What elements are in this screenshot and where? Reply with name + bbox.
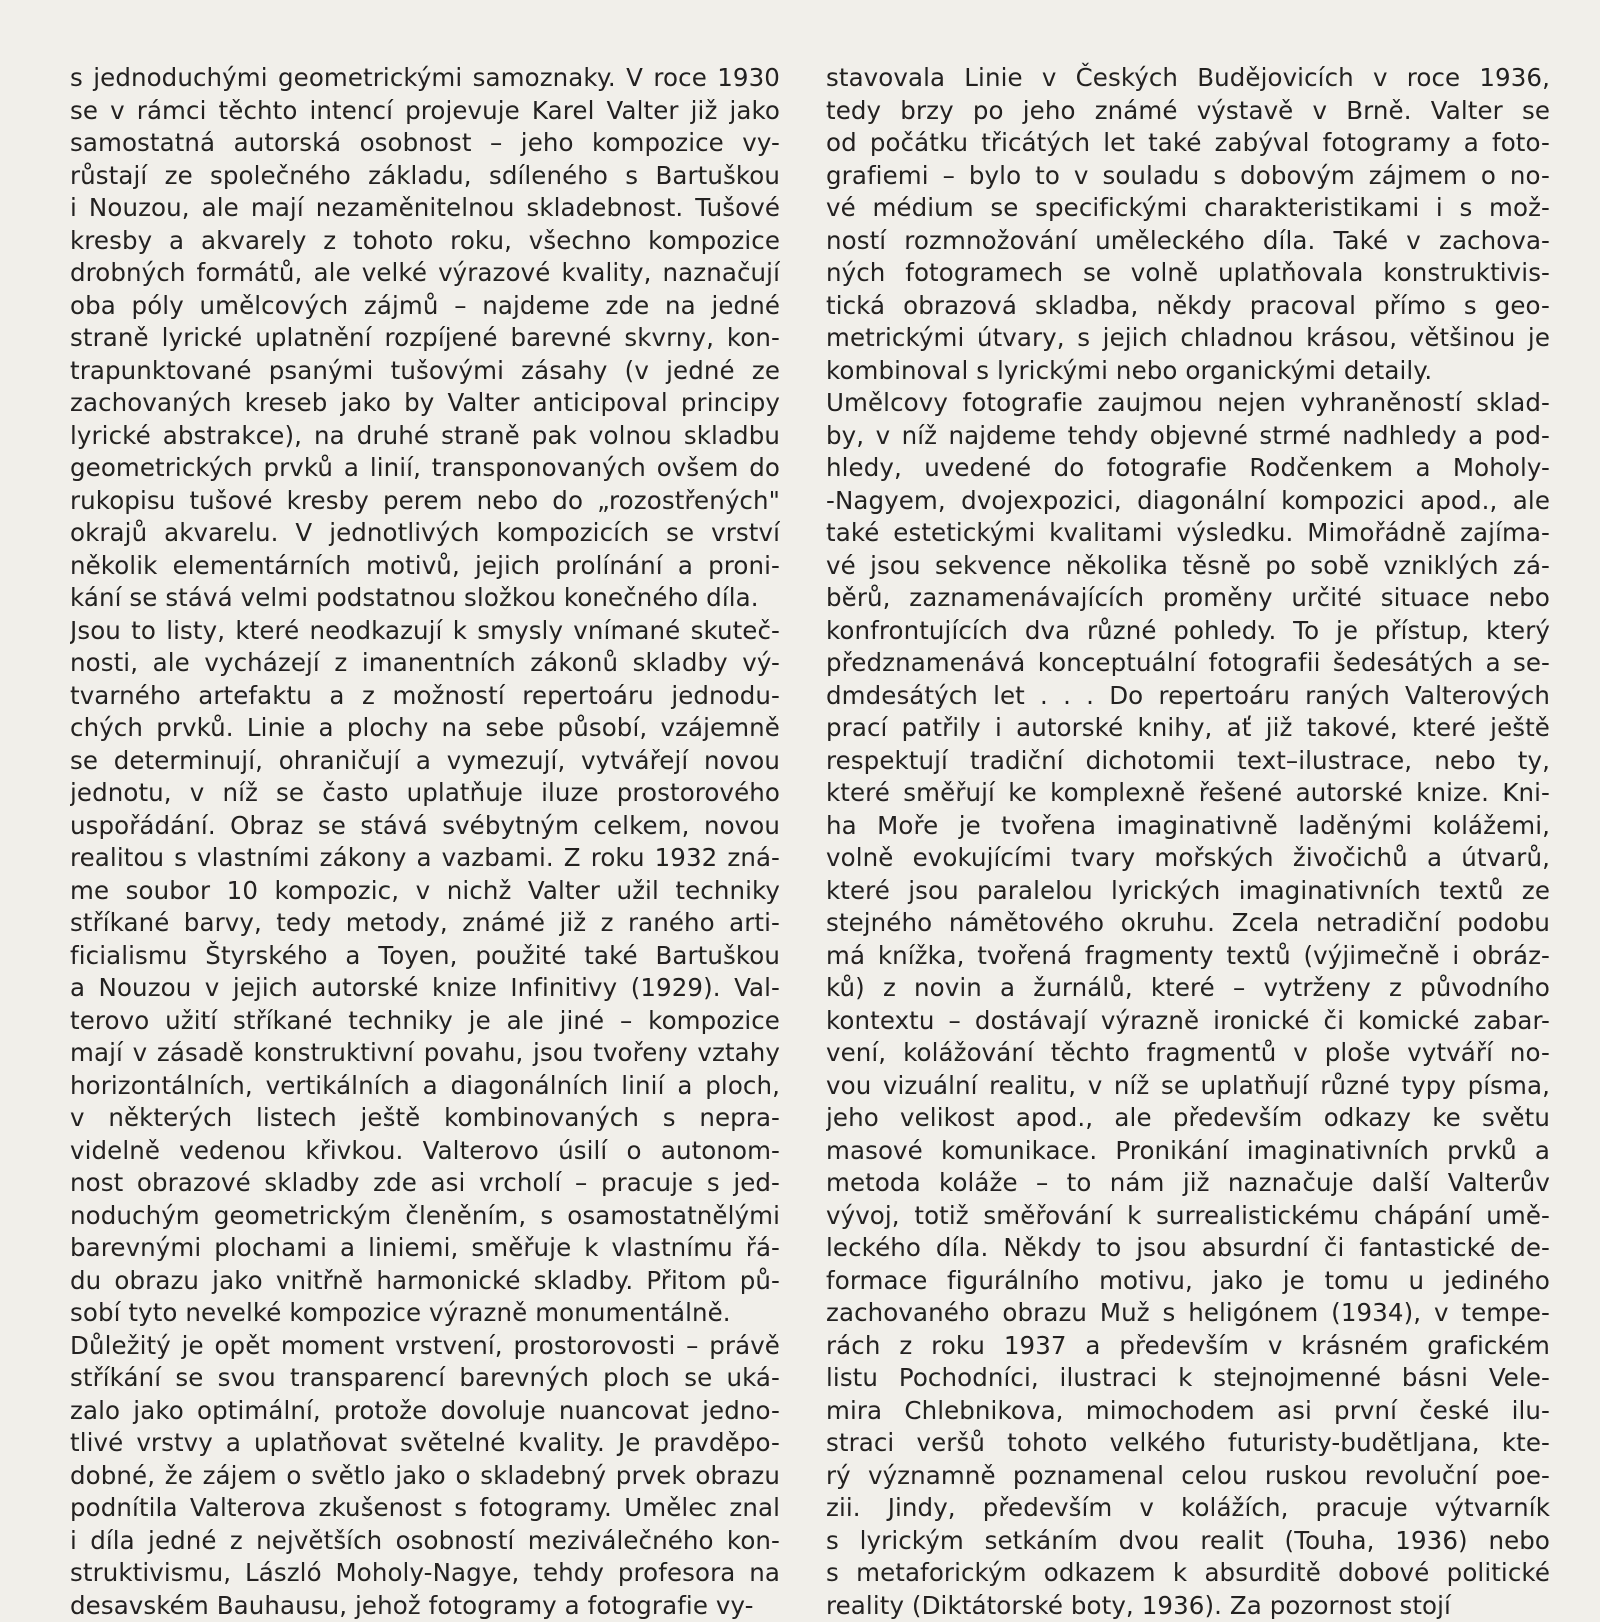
text-line: kombinoval s lyrickými nebo organickými detaily.: [826, 355, 1550, 388]
text-line: horizontálních, vertikálních a diagonálních linií a ploch,: [70, 1070, 780, 1103]
text-line: desavském Bauhausu, jehož fotogramy a fotografie vy-: [70, 1590, 780, 1622]
text-line: se determinují, ohraničují a vymezují, vytvářejí novou: [70, 745, 780, 778]
text-line: ností rozmnožování uměleckého díla. Také v zachova-: [826, 225, 1550, 258]
text-line: barevnými plochami a liniemi, směřuje k vlastnímu řá-: [70, 1232, 780, 1265]
text-line: geometrických prvků a linií, transponovaných ovšem do: [70, 452, 780, 485]
text-line: mira Chlebnikova, mimochodem asi první české ilu-: [826, 1395, 1550, 1428]
text-line: má knížka, tvořená fragmenty textů (výjimečně i obráz-: [826, 940, 1550, 973]
text-line: vé jsou sekvence několika těsně po sobě vzniklých zá-: [826, 550, 1550, 583]
text-line: volně evokujícími tvary mořských živočichů a útvarů,: [826, 842, 1550, 875]
text-line: vou vizuální realitu, v níž se uplatňují různé typy písma,: [826, 1070, 1550, 1103]
text-line: rý významně poznamenal celou ruskou revoluční poe-: [826, 1460, 1550, 1493]
right-text-column: [826, 62, 1550, 1622]
text-line: masové komunikace. Pronikání imaginativních prvků a: [826, 1135, 1550, 1168]
text-line: tická obrazová skladba, někdy pracoval přímo s geo-: [826, 290, 1550, 323]
text-line: metoda koláže – to nám již naznačuje další Valterův: [826, 1167, 1550, 1200]
text-line: s metaforickým odkazem k absurditě dobové politické: [826, 1557, 1550, 1590]
text-line: terovo užití stříkané techniky je ale jiné – kompozice: [70, 1005, 780, 1038]
text-line: které jsou paralelou lyrických imaginativních textů ze: [826, 875, 1550, 908]
text-line: dobné, že zájem o světlo jako o skladebný prvek obrazu: [70, 1460, 780, 1493]
text-line: oba póly umělcových zájmů – najdeme zde na jedné: [70, 290, 780, 323]
text-line: ků) z novin a žurnálů, které – vytrženy z původního: [826, 972, 1550, 1005]
text-line: zalo jako optimální, protože dovoluje nuancovat jedno-: [70, 1395, 780, 1428]
text-line: realitou s vlastními zákony a vazbami. Z roku 1932 zná-: [70, 842, 780, 875]
left-text-column: [70, 62, 780, 1622]
text-line: stříkání se svou transparencí barevných ploch se uká-: [70, 1362, 780, 1395]
text-line: tlivé vrstvy a uplatňovat světelné kvality. Je pravděpo-: [70, 1427, 780, 1460]
text-line: vývoj, totiž směřování k surrealistickému chápání umě-: [826, 1200, 1550, 1233]
text-line: kání se stává velmi podstatnou složkou konečného díla.: [70, 582, 780, 615]
text-line: zii. Jindy, především v kolážích, pracuje výtvarník: [826, 1492, 1550, 1525]
text-line: stejného námětového okruhu. Zcela netradiční podobu: [826, 907, 1550, 940]
text-line: nost obrazové skladby zde asi vrcholí – pracuje s jed-: [70, 1167, 780, 1200]
text-line: dmdesátých let . . . Do repertoáru raných Valterových: [826, 680, 1550, 713]
text-line: me soubor 10 kompozic, v nichž Valter užil techniky: [70, 875, 780, 908]
text-line: samostatná autorská osobnost – jeho kompozice vy-: [70, 127, 780, 160]
text-line: tvarného artefaktu a z možností repertoáru jednodu-: [70, 680, 780, 713]
text-line: sobí tyto nevelké kompozice výrazně monumentálně.: [70, 1297, 780, 1330]
text-line: podnítila Valterova zkušenost s fotogramy. Umělec znal: [70, 1492, 780, 1525]
text-line: od počátku třicátých let také zabýval fotogramy a foto-: [826, 127, 1550, 160]
text-line: kresby a akvarely z tohoto roku, všechno kompozice: [70, 225, 780, 258]
text-line: struktivismu, László Moholy-Nagye, tehdy profesora na: [70, 1557, 780, 1590]
text-line: noduchým geometrickým členěním, s osamostatnělými: [70, 1200, 780, 1233]
text-line: konfrontujících dva různé pohledy. To je přístup, který: [826, 615, 1550, 648]
text-line: jednotu, v níž se často uplatňuje iluze prostorového: [70, 777, 780, 810]
text-line: vé médium se specifickými charakteristikami i s mož-: [826, 192, 1550, 225]
text-line: s lyrickým setkáním dvou realit (Touha, 1936) nebo: [826, 1525, 1550, 1558]
text-line: lyrické abstrakce), na druhé straně pak volnou skladbu: [70, 420, 780, 453]
text-line: rukopisu tušové kresby perem nebo do „rozostřených": [70, 485, 780, 518]
text-line: růstají ze společného základu, sdíleného s Bartuškou: [70, 160, 780, 193]
text-line: ných fotogramech se volně uplatňovala konstruktivis-: [826, 257, 1550, 290]
text-line: ha Moře je tvořena imaginativně laděnými kolážemi,: [826, 810, 1550, 843]
text-line: několik elementárních motivů, jejich prolínání a proni-: [70, 550, 780, 583]
text-line: straně lyrické uplatnění rozpíjené barevné skvrny, kon-: [70, 322, 780, 355]
text-line: tedy brzy po jeho známé výstavě v Brně. Valter se: [826, 95, 1550, 128]
text-line: se v rámci těchto intencí projevuje Karel Valter již jako: [70, 95, 780, 128]
text-line: straci veršů tohoto velkého futuristy-budětljana, kte-: [826, 1427, 1550, 1460]
text-line: zachovaného obrazu Muž s heligónem (1934), v tempe-: [826, 1297, 1550, 1330]
text-line: také estetickými kvalitami výsledku. Mimořádně zajíma-: [826, 517, 1550, 550]
text-line: metrickými útvary, s jejich chladnou krásou, většinou je: [826, 322, 1550, 355]
text-line: i Nouzou, ale mají nezaměnitelnou skladebnost. Tušové: [70, 192, 780, 225]
text-line: vení, kolážování těchto fragmentů v ploše vytváří no-: [826, 1037, 1550, 1070]
text-line: zachovaných kreseb jako by Valter anticipoval principy: [70, 387, 780, 420]
text-line: prací patřily i autorské knihy, ať již takové, které ještě: [826, 712, 1550, 745]
text-line: v některých listech ještě kombinovaných s nepra-: [70, 1102, 780, 1135]
text-line: leckého díla. Někdy to jsou absurdní či fantastické de-: [826, 1232, 1550, 1265]
text-line: stříkané barvy, tedy metody, známé již z raného arti-: [70, 907, 780, 940]
text-line: i díla jedné z největších osobností meziválečného kon-: [70, 1525, 780, 1558]
text-line: uspořádání. Obraz se stává svébytným celkem, novou: [70, 810, 780, 843]
text-line: rách z roku 1937 a především v krásném grafickém: [826, 1330, 1550, 1363]
text-line: kontextu – dostávají výrazně ironické či komické zabar-: [826, 1005, 1550, 1038]
text-line: stavovala Linie v Českých Budějovicích v roce 1936,: [826, 62, 1550, 95]
text-line: Jsou to listy, které neodkazují k smysly vnímané skuteč-: [70, 615, 780, 648]
text-line: předznamenává konceptuální fotografii šedesátých a se-: [826, 647, 1550, 680]
text-line: formace figurálního motivu, jako je tomu u jediného: [826, 1265, 1550, 1298]
text-line: s jednoduchými geometrickými samoznaky. V roce 1930: [70, 62, 780, 95]
text-line: mají v zásadě konstruktivní povahu, jsou tvořeny vztahy: [70, 1037, 780, 1070]
text-line: jeho velikost apod., ale především odkazy ke světu: [826, 1102, 1550, 1135]
text-line: a Nouzou v jejich autorské knize Infinitivy (1929). Val-: [70, 972, 780, 1005]
text-line: respektují tradiční dichotomii text–ilustrace, nebo ty,: [826, 745, 1550, 778]
text-line: nosti, ale vycházejí z imanentních zákonů skladby vý-: [70, 647, 780, 680]
text-line: videlně vedenou křivkou. Valterovo úsilí o autonom-: [70, 1135, 780, 1168]
text-line: chých prvků. Linie a plochy na sebe působí, vzájemně: [70, 712, 780, 745]
text-line: listu Pochodníci, ilustraci k stejnojmenné básni Vele-: [826, 1362, 1550, 1395]
text-line: ficialismu Štyrského a Toyen, použité také Bartuškou: [70, 940, 780, 973]
text-line: trapunktované psanými tušovými zásahy (v jedné ze: [70, 355, 780, 388]
text-line: Důležitý je opět moment vrstvení, prostorovosti – právě: [70, 1330, 780, 1363]
text-line: hledy, uvedené do fotografie Rodčenkem a Moholy-: [826, 452, 1550, 485]
text-line: -Nagyem, dvojexpozici, diagonální kompozici apod., ale: [826, 485, 1550, 518]
text-line: běrů, zaznamenávajících proměny určité situace nebo: [826, 582, 1550, 615]
text-line: by, v níž najdeme tehdy objevné strmé nadhledy a pod-: [826, 420, 1550, 453]
text-line: grafiemi – bylo to v souladu s dobovým zájmem o no-: [826, 160, 1550, 193]
text-line: Umělcovy fotografie zaujmou nejen vyhraněností sklad-: [826, 387, 1550, 420]
text-line: které směřují ke komplexně řešené autorské knize. Kni-: [826, 777, 1550, 810]
text-line: okrajů akvarelu. V jednotlivých kompozicích se vrství: [70, 517, 780, 550]
text-line: reality (Diktátorské boty, 1936). Za pozornost stojí: [826, 1590, 1550, 1622]
text-line: du obrazu jako vnitřně harmonické skladby. Přitom pů-: [70, 1265, 780, 1298]
text-line: drobných formátů, ale velké výrazové kvality, naznačují: [70, 257, 780, 290]
